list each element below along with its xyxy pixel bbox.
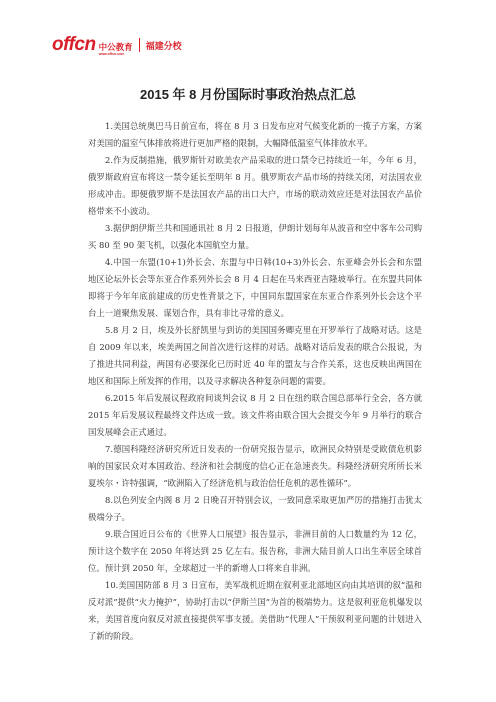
header-logo-area <box>52 30 182 60</box>
paragraph-1: 1.美国总统奥巴马日前宣布，将在 8 月 3 日发布应对气候变化新的一揽子方案，方案对美国的温室气体排放将进行更加严格的限制，大幅降低温室气体排放水平。 <box>88 121 422 148</box>
paragraph-5: 5.8 月 2 日，埃及外长舒凯里与到访的美国国务卿克里在开罗举行了战略对话。这是自 2009 年以来，埃美两国之间首次进行这样的对话。战略对话后发表的联合公报说，为了推进共同利益，两国有必要深化已历时近 40 年的盟友与合作关系，这也反映出两国在地区和国际上所发挥的作用，以及寻求解决各种复杂问题的需要。 <box>88 325 422 386</box>
paragraph-7: 7.德国科隆经济研究所近日发表的一份研究报告显示，欧洲民众特别是受欧债危机影响的国家民众对本国政治、经济和社会制度的信心正在急速丧失。科隆经济研究所所长米夏埃尔・许特强调，“欧洲陷入了经济危机与政治信任危机的恶性循环”。 <box>88 444 422 488</box>
document-title: 2015 年 8 月份国际时事政治热点汇总 <box>140 87 356 102</box>
branch-name: 福建分校 <box>145 40 182 51</box>
logo-wordmark: offcn <box>52 34 96 55</box>
document-body <box>88 118 422 645</box>
offcn-logo <box>52 34 133 56</box>
paragraph-3: 3.据伊朗伊斯兰共和国通讯社 8 月 2 日报道，伊朗计划每年从波音和空中客车公司购买 80 至 90 架飞机，以强化本国航空力量。 <box>88 223 422 250</box>
paragraph-6: 6.2015 年后发展议程政府间谈判会议 8 月 2 日在纽约联合国总部举行全会，各方就 2015 年后发展议程最终文件达成一致。该文件将由联合国大会提交今年 9 月举行的联合国发展峰会正式通过。 <box>88 393 422 437</box>
paragraph-4: 4.中国一东盟(10+1)外长会、东盟与中日韩(10+3)外长会、东亚峰会外长会和东盟地区论坛外长会等东亚合作系列外长会 8 月 4 日起在马来西亚吉隆坡举行。在东盟共同体即将于今年年底前建成的历史性背景之下，中国同东盟国家在东亚合作系列外长会这个平台上一道聚焦发展、谋划合作，具有非比寻常的意义。 <box>88 257 422 318</box>
logo-divider <box>139 38 140 52</box>
logo-chinese-name: 中公教育 <box>98 42 133 52</box>
paragraph-8: 8.以色列安全内阁 8 月 2 日晚召开特别会议，一致同意采取更加严厉的措施打击犹太极端分子。 <box>88 495 422 522</box>
paragraph-9: 9.联合国近日公布的《世界人口展望》报告显示，非洲目前的人口数量约为 12 亿，预计这个数字在 2050 年将达到 25 亿左右。报告称，非洲大陆目前人口出生率居全球首位。预计到 2050 年，全球超过一半的新增人口将来自非洲。 <box>88 529 422 573</box>
logo-url: www.offcn.com <box>98 51 125 56</box>
paragraph-2: 2.作为反制措施，俄罗斯针对欧美农产品采取的进口禁令已持续近一年，今年 6 月，俄罗斯政府宣布将这一禁令延长至明年 8 月。俄罗斯农产品市场的持续关闭，对法国农业形成冲击。即便俄罗斯不是法国农产品的出口大户，市场的联动效应还是对法国农产品价格带来不小波动。 <box>88 155 422 216</box>
paragraph-10: 10.美国国防部 8 月 3 日宣布，美军战机近期在叙利亚北部地区向由其培训的叙“温和反对派”提供“火力掩护”，协助打击以“伊斯兰国”为首的极端势力。这是叙利亚危机爆发以来，美国首度向叙反对派直接提供军事支援。美借助“代理人”干预叙利亚问题的计划进入了新的阶段。 <box>88 580 422 641</box>
